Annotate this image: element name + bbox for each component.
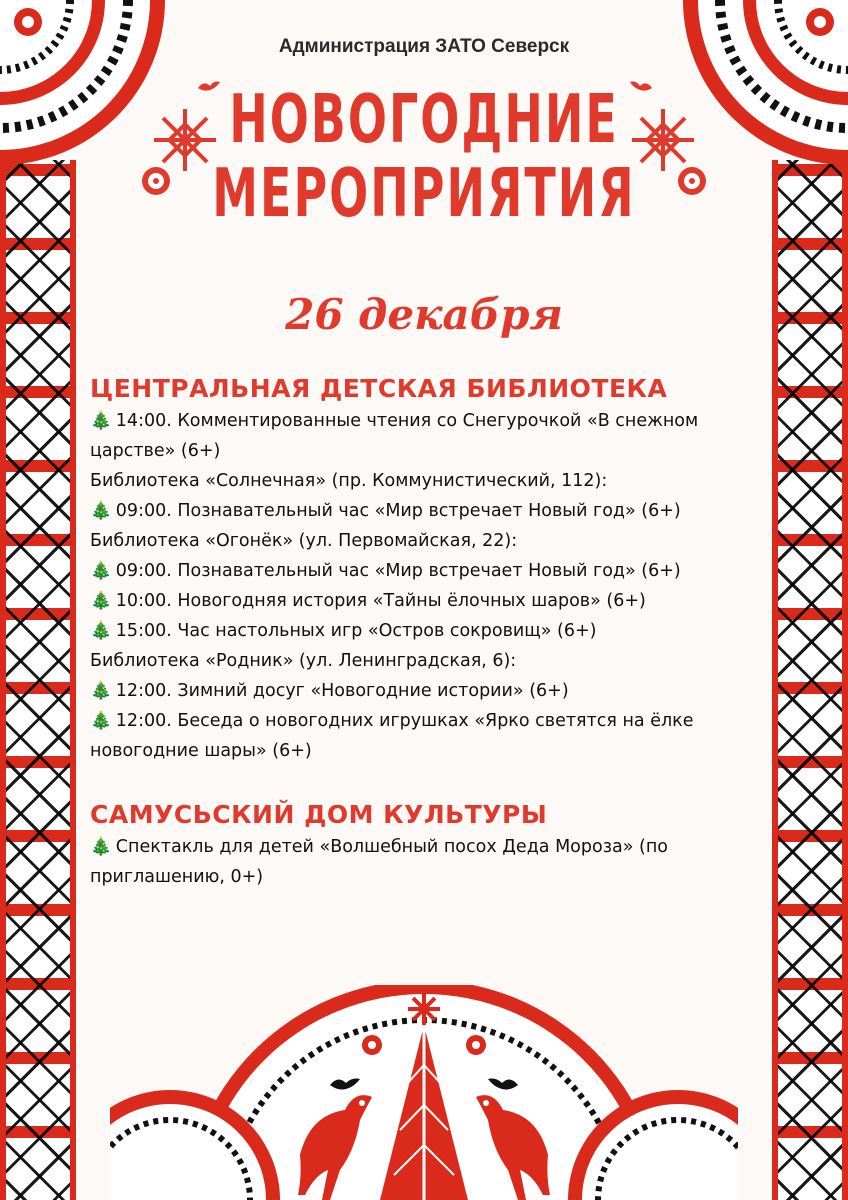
tree-icon: 🎄 bbox=[90, 501, 112, 521]
venue-events bbox=[90, 406, 766, 766]
tree-icon: 🎄 bbox=[90, 591, 112, 611]
event-line: 🎄 10:00. Новогодняя история «Тайны ёлочных шаров» (6+) bbox=[90, 586, 766, 616]
location-line: Библиотека «Огонёк» (ул. Первомайская, 22): bbox=[90, 531, 518, 551]
location-line: Библиотека «Родник» (ул. Ленинградская, 6): bbox=[90, 651, 517, 671]
event-list bbox=[90, 372, 766, 892]
event-line: 🎄 Спектакль для детей «Волшебный посох Деда Мороза» (по bbox=[90, 832, 766, 862]
rosette-icon bbox=[140, 165, 172, 197]
tree-icon: 🎄 bbox=[90, 561, 112, 581]
tree-icon: 🎄 bbox=[90, 711, 112, 731]
location-line: Библиотека «Солнечная» (пр. Коммунистический, 112): bbox=[90, 471, 608, 491]
event-line: 🎄 09:00. Познавательный час «Мир встречает Новый год» (6+) bbox=[90, 496, 766, 526]
venue-heading: ЦЕНТРАЛЬНАЯ ДЕТСКАЯ БИБЛИОТЕКА bbox=[90, 374, 668, 403]
bird-icon bbox=[196, 78, 222, 96]
venue-events bbox=[90, 832, 766, 892]
tree-icon: 🎄 bbox=[90, 681, 112, 701]
event-line: 🎄 09:00. Познавательный час «Мир встречает Новый год» (6+) bbox=[90, 556, 766, 586]
event-line: новогодние шары» (6+) bbox=[90, 741, 312, 761]
event-line: 🎄 12:00. Беседа о новогодних игрушках «Ярко светятся на ёлке bbox=[90, 706, 766, 736]
tree-icon: 🎄 bbox=[90, 621, 112, 641]
title-line-2: МЕРОПРИЯТИЯ bbox=[212, 153, 636, 233]
event-date: 26 декабря bbox=[285, 290, 563, 339]
tree-icon: 🎄 bbox=[90, 411, 112, 431]
rosette-icon bbox=[676, 165, 708, 197]
tree-icon: 🎄 bbox=[90, 837, 112, 857]
venue-heading: САМУСЬСКИЙ ДОМ КУЛЬТУРЫ bbox=[90, 800, 548, 829]
event-line: 🎄 15:00. Час настольных игр «Остров сокровищ» (6+) bbox=[90, 616, 766, 646]
event-line: 🎄 14:00. Комментированные чтения со Снегурочкой «В снежном bbox=[90, 406, 766, 436]
event-line: 🎄 12:00. Зимний досуг «Новогодние истории» (6+) bbox=[90, 676, 766, 706]
title-line-1: НОВОГОДНИЕ bbox=[229, 79, 619, 159]
event-line: царстве» (6+) bbox=[90, 441, 221, 461]
bird-icon bbox=[628, 78, 654, 96]
folk-art-illustration bbox=[110, 985, 738, 1200]
organization-name: Администрация ЗАТО Северск bbox=[278, 36, 570, 57]
event-line: приглашению, 0+) bbox=[90, 867, 264, 887]
